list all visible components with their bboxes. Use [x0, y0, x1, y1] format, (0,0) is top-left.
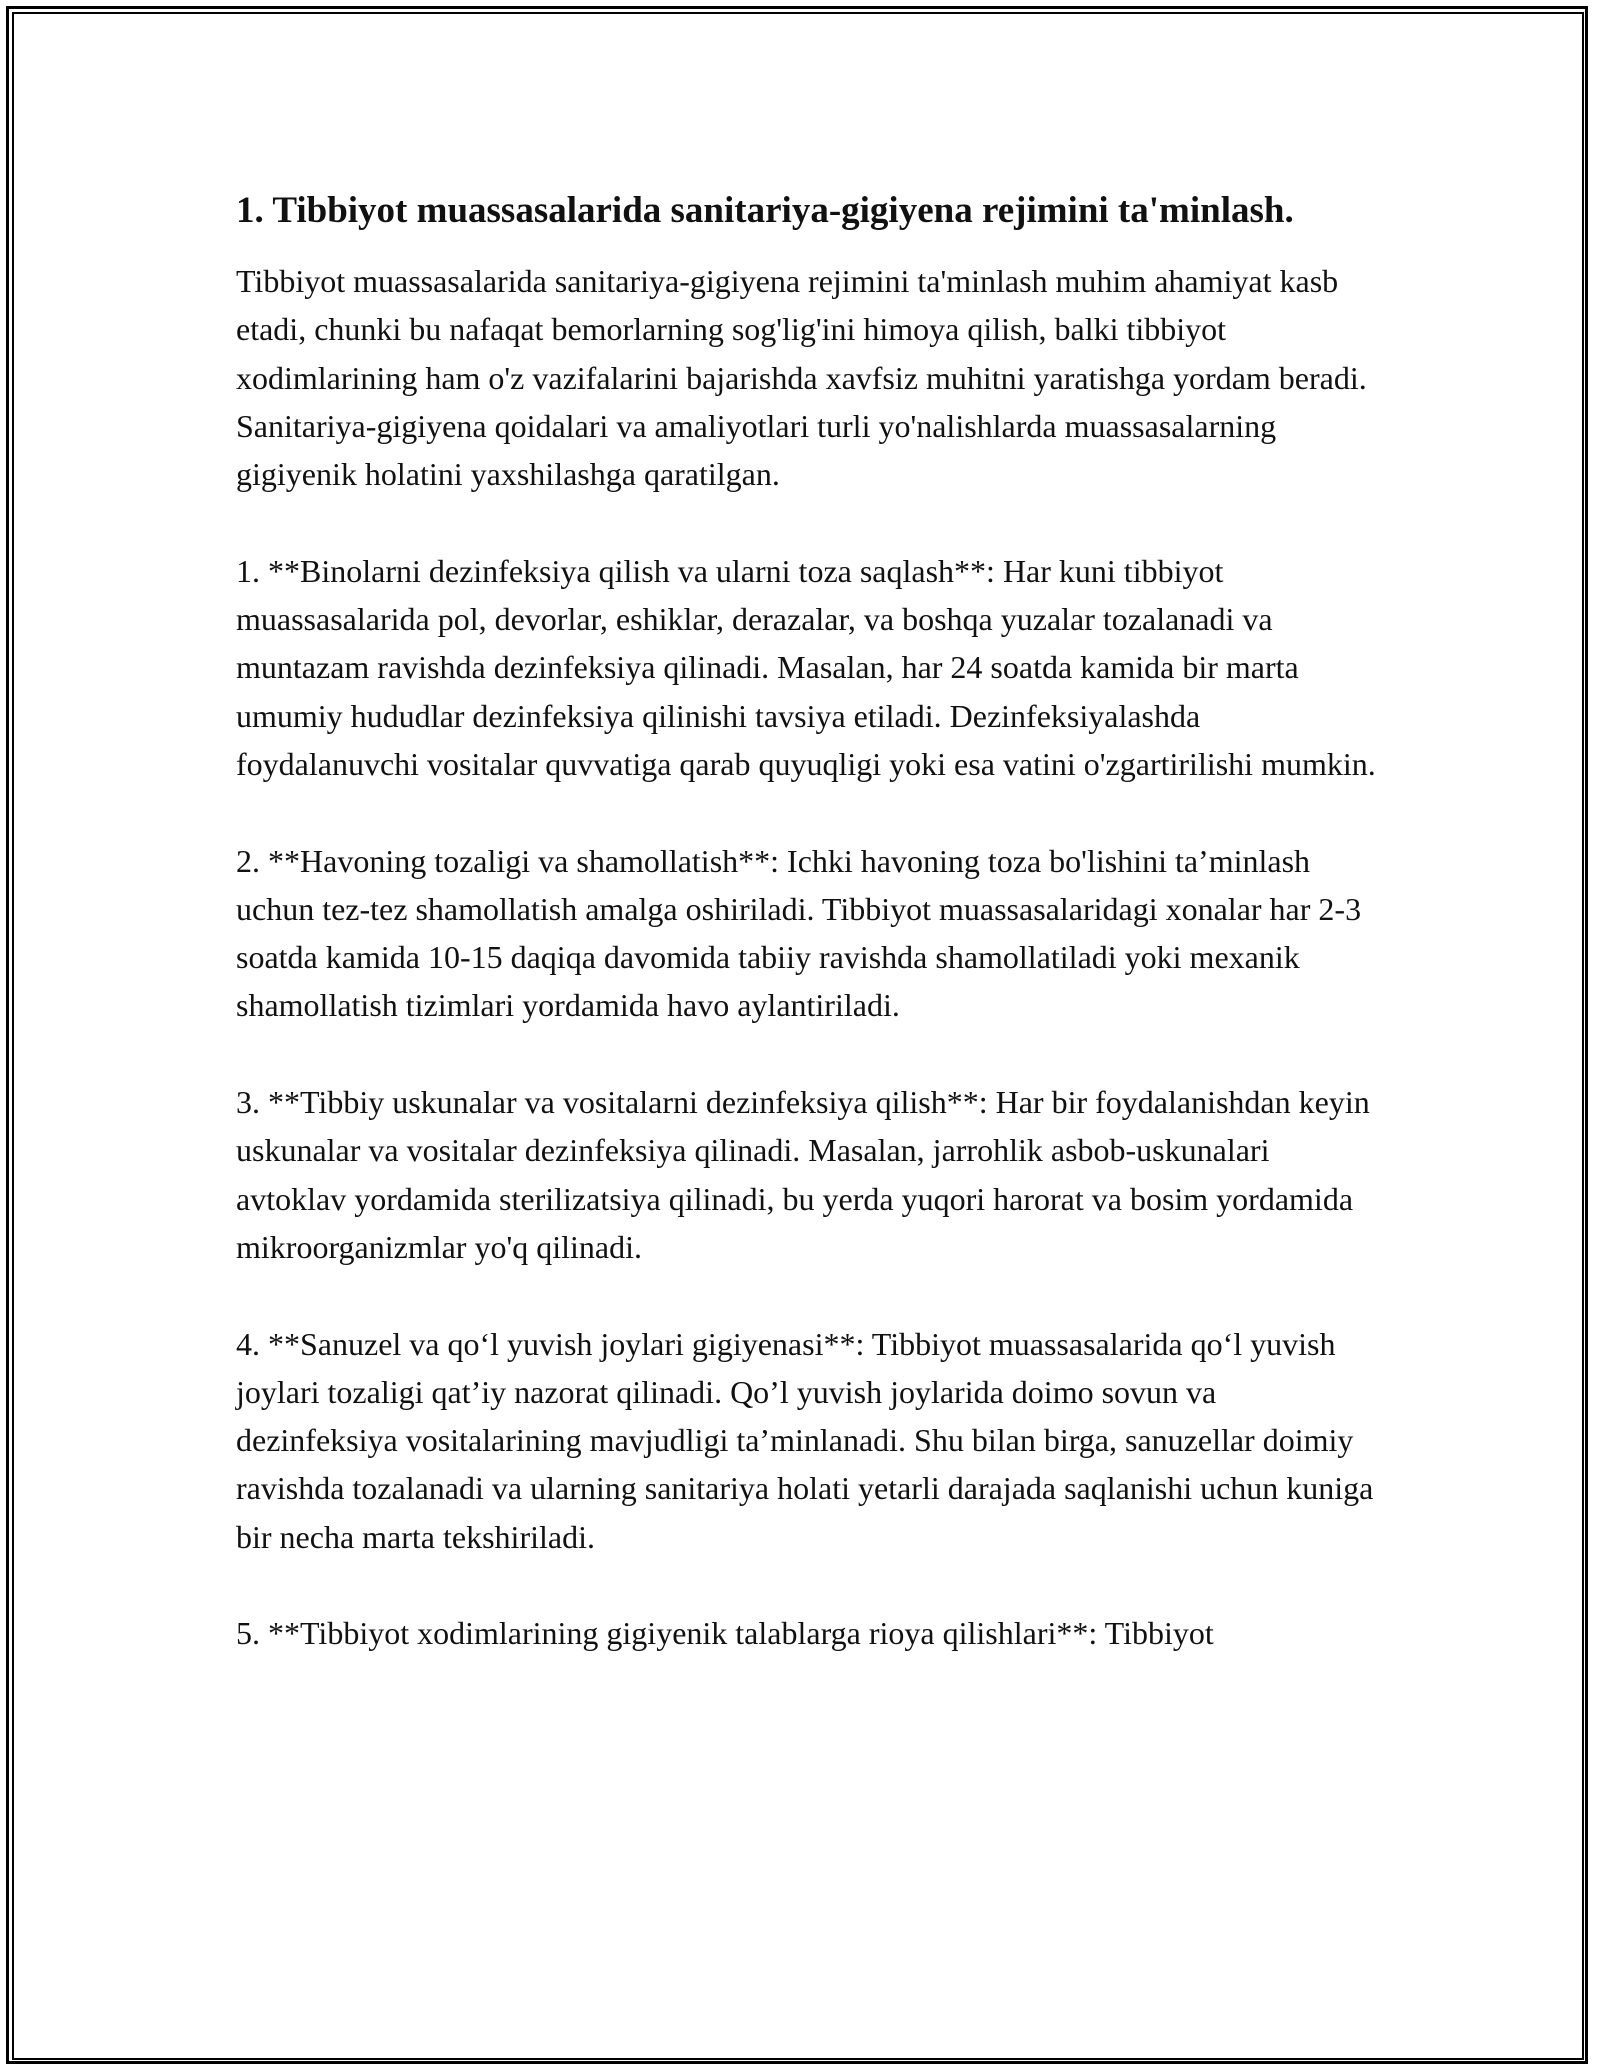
- list-item-2: 2. **Havoning tozaligi va shamollatish**: Ichki havoning toza bo'lishini ta’minlash uchun tez-tez shamollatish amalga oshiriladi. Tibbiyot muassasalaridagi xonalar har 2-3 soatda kamida 10-15 daqiqa davomida tabiiy ravishda shamollatiladi yoki mexanik shamollatish tizimlari yordamida havo aylantiriladi.: [236, 842, 1362, 1024]
- list-item-1: 1. **Binolarni dezinfeksiya qilish va ularni toza saqlash**: Har kuni tibbiyot muassasalarida pol, devorlar, eshiklar, derazalar, va boshqa yuzalar tozalanadi va muntazam ravishda dezinfeksiya qilinadi. Masalan, har 24 soatda kamida bir marta umumiy hududlar dezinfeksiya qilinishi tavsiya etiladi. Dezinfeksiyalashda foydalanuvchi vositalar quvvatiga qarab quyuqligi yoki esa vatini o'zgartirilishi mumkin.: [236, 552, 1376, 782]
- document-title: 1. Tibbiyot muassasalarida sanitariya-gigiyena rejimini ta'minlash.: [236, 190, 1294, 231]
- list-item-3: 3. **Tibbiy uskunalar va vositalarni dezinfeksiya qilish**: Har bir foydalanishdan keyin uskunalar va vositalar dezinfeksiya qilinadi. Masalan, jarrohlik asbob-uskunalari avtoklav yordamida sterilizatsiya qilinadi, bu yerda yuqori harorat va bosim yordamida mikroorganizmlar yo'q qilinadi.: [236, 1084, 1370, 1265]
- document-body: [236, 187, 1376, 1706]
- list-item-4: 4. **Sanuzel va qo‘l yuvish joylari gigiyenasi**: Tibbiyot muassasalarida qo‘l yuvish joylari tozaligi qat’iy nazorat qilinadi. Qo’l yuvish joylarida doimo sovun va dezinfeksiya vositalarining mavjudligi ta’minlanadi. Shu bilan birga, sanuzellar doimiy ravishda tozalanadi va ularning sanitariya holati yetarli darajada saqlanishi uchun kuniga bir necha marta tekshiriladi.: [236, 1325, 1374, 1555]
- intro-paragraph: Tibbiyot muassasalarida sanitariya-gigiyena rejimini ta'minlash muhim ahamiyat kasb etadi, chunki bu nafaqat bemorlarning sog'lig'ini himoya qilish, balki tibbiyot xodimlarining ham o'z vazifalarini bajarishda xavfsiz muhitni yaratishga yordam beradi. Sanitariya-gigiyena qoidalari va amaliyotlari turli yo'nalishlarda muassasalarning gigiyenik holatini yaxshilashga qaratilgan.: [236, 263, 1367, 493]
- list-item-5: 5. **Tibbiyot xodimlarining gigiyenik talablarga rioya qilishlari**: Tibbiyot: [236, 1615, 1214, 1652]
